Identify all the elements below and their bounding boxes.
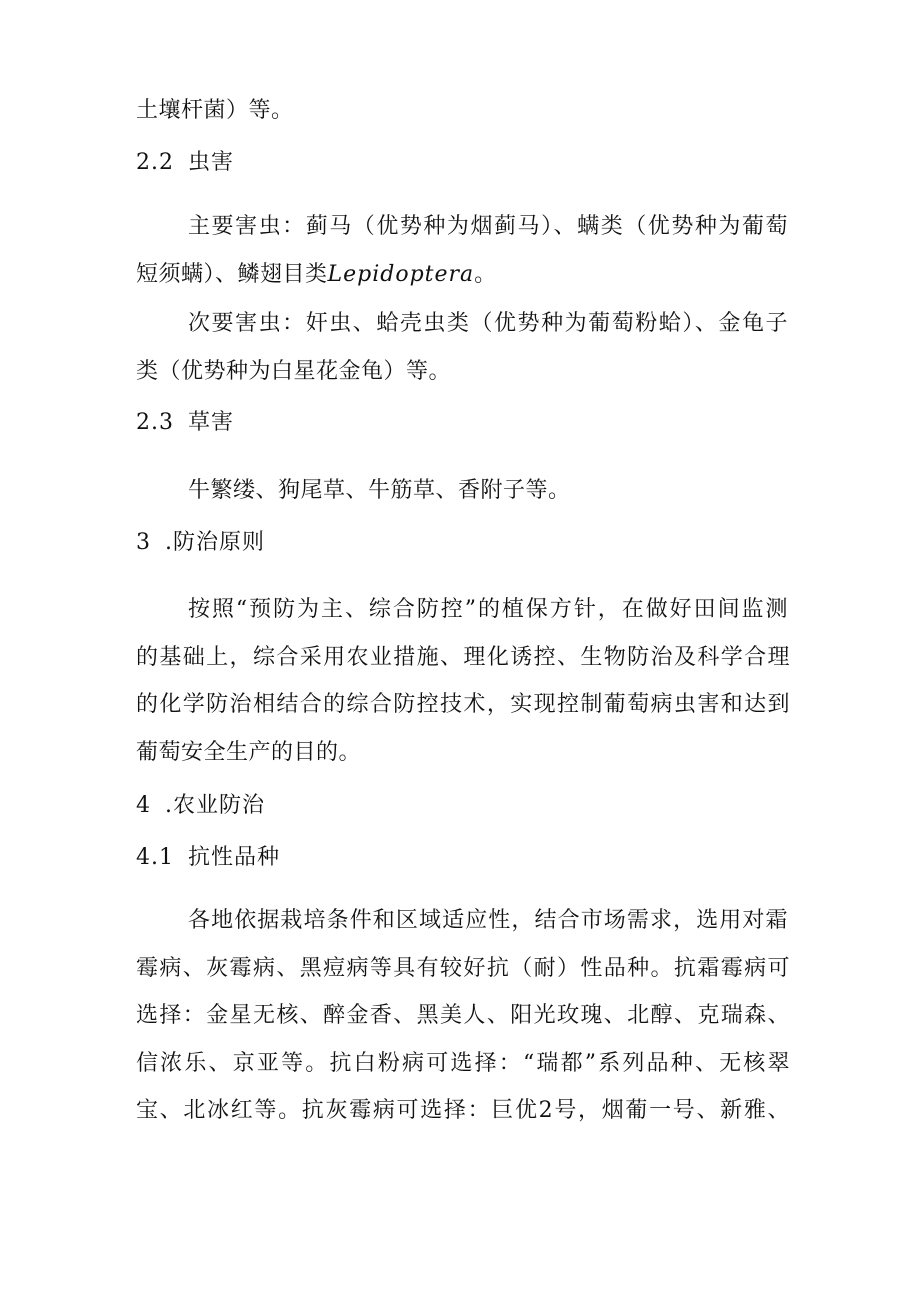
section-title: 虫害 [188,150,235,175]
varieties-line-2: 霉病、灰霉病、黑痘病等具有较好抗（耐）性品种。抗霜霉病可 [136,956,790,981]
section-title: 抗性品种 [188,845,281,870]
principle-line-2: 的基础上，综合采用农业措施、理化诱控、生物防治及科学合理 [136,645,790,670]
section-number: 4.1 [136,845,174,870]
section-title: .农业防治 [165,793,265,818]
section-number: 2.2 [136,150,174,175]
section-heading-3 [136,530,265,556]
section-number: 4 [136,793,151,818]
varieties-line-3: 选择：金星无核、醉金香、黑美人、阳光玫瑰、北醇、克瑞森、 [136,1003,790,1028]
paragraph-continuation: 土壤杆菌）等。 [136,98,294,123]
varieties-line-5: 宝、北冰红等。抗灰霉病可选择：巨优2号，烟葡一号、新雅、 [136,1098,790,1123]
main-pests-text: 短须螨）、鳞翅目类 [136,262,328,287]
section-number: 2.3 [136,410,174,435]
principle-line-3: 的化学防治相结合的综合防控技术，实现控制葡萄病虫害和达到 [136,692,790,717]
varieties-line-4: 信浓乐、京亚等。抗白粉病可选择：“瑞都”系列品种、无核翠 [136,1051,790,1076]
weeds-paragraph: 牛繁缕、狗尾草、牛筋草、香附子等。 [188,478,571,503]
latin-name: Lepidoptera [327,262,475,287]
section-heading-2-2 [136,150,234,176]
principle-line-4: 葡萄安全生产的目的。 [136,740,362,765]
section-heading-4-1 [136,845,280,871]
principle-line-1: 按照“预防为主、综合防控”的植保方针，在做好田间监测 [188,597,788,622]
varieties-line-1: 各地依据栽培条件和区域适应性，结合市场需求，选用对霜 [188,908,788,933]
section-heading-2-3 [136,410,234,436]
minor-pests-line-1: 次要害虫：奸虫、蛤壳虫类（优势种为葡萄粉蛤）、金龟子 [188,311,788,336]
main-pests-line-2 [136,262,497,288]
section-number: 3 [136,530,151,555]
main-pests-line-1: 主要害虫：蓟马（优势种为烟蓟马）、螨类（优势种为葡萄 [188,214,788,239]
section-title: 草害 [188,410,235,435]
minor-pests-line-2: 类（优势种为白星花金龟）等。 [136,359,452,384]
section-heading-4 [136,793,265,819]
section-title: .防治原则 [165,530,265,555]
main-pests-end: 。 [474,262,497,287]
